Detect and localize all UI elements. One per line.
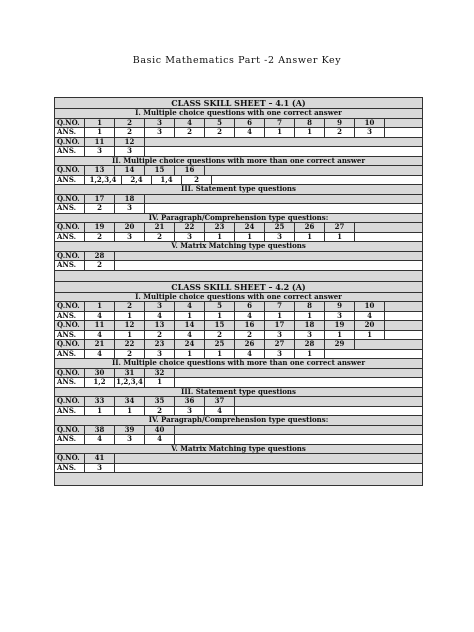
question-number: 16 [175,166,205,175]
row-filler [385,302,422,311]
table-row [55,252,422,262]
question-number: 22 [175,223,205,232]
question-number: 32 [145,369,175,378]
answer-value: 2,4 [122,176,152,185]
answer-value: 1 [145,378,175,387]
answer-value: 1 [295,312,325,321]
table-footer [55,473,422,485]
question-number: 38 [85,426,115,435]
answer-value: 3 [115,147,145,156]
answer-value: 3 [175,233,205,242]
question-number: 27 [265,340,295,349]
row-filler [115,464,422,473]
qno-label: Q.NO. [55,454,85,463]
question-number: 2 [115,119,145,128]
question-number: 20 [115,223,145,232]
table-row [55,138,422,148]
question-number: 13 [85,166,115,175]
answer-value: 4 [85,350,115,359]
answer-value: 4 [145,312,175,321]
question-number: 36 [175,397,205,406]
question-number: 15 [145,166,175,175]
qno-label: Q.NO. [55,426,85,435]
row-filler [145,204,422,213]
question-number: 12 [115,138,145,147]
sheet-title: CLASS SKILL SHEET – 4.1 (A) [55,98,422,109]
question-number: 29 [325,340,355,349]
row-filler [385,119,422,128]
question-number: 7 [265,119,295,128]
answer-value: 3 [145,350,175,359]
row-filler [175,435,422,444]
question-number: 4 [175,302,205,311]
question-number: 31 [115,369,145,378]
question-number: 39 [115,426,145,435]
answer-value: 1 [175,350,205,359]
answer-value: 4 [355,312,385,321]
answer-value: 2 [145,233,175,242]
document-title: Basic Mathematics Part -2 Answer Key [132,55,342,66]
question-number: 1 [85,119,115,128]
question-number: 21 [85,340,115,349]
answer-value: 3 [325,312,355,321]
question-number: 18 [115,195,145,204]
row-filler [235,407,422,416]
answer-value: 1 [175,312,205,321]
section-heading: I. Multiple choice questions with one correct answer [55,109,422,119]
table-row [55,407,422,417]
table-row [55,435,422,445]
question-number: 22 [115,340,145,349]
row-filler [355,233,422,242]
question-number: 11 [85,138,115,147]
answer-value: 1,2,3,4 [85,176,122,185]
answer-value: 3 [115,435,145,444]
answer-value: 2 [85,261,115,270]
question-number: 18 [295,321,325,330]
answer-value: 3 [265,233,295,242]
answer-value: 1 [295,233,325,242]
answer-value: 3 [85,464,115,473]
answer-value: 3 [145,128,175,137]
answer-value: 3 [115,233,145,242]
question-number: 20 [355,321,385,330]
answer-key-table [54,97,423,486]
answer-value: 1 [295,350,325,359]
ans-label: ANS. [55,204,85,213]
table-row [55,166,422,176]
table-row [55,233,422,243]
answer-value: 1 [205,312,235,321]
row-filler [145,138,422,147]
question-number: 17 [265,321,295,330]
question-number: 24 [175,340,205,349]
row-filler [115,261,422,270]
question-number: 41 [85,454,115,463]
answer-value: 1,4 [152,176,182,185]
table-row [55,312,422,322]
qno-label: Q.NO. [55,223,85,232]
table-row [55,369,422,379]
answer-value: 4 [85,331,115,340]
answer-value: 2 [85,233,115,242]
qno-label: Q.NO. [55,119,85,128]
question-number: 16 [235,321,265,330]
question-number: 13 [145,321,175,330]
answer-value: 1 [115,407,145,416]
answer-value: 2 [325,128,355,137]
qno-label: Q.NO. [55,321,85,330]
question-number: 28 [295,340,325,349]
question-number: 24 [235,223,265,232]
question-number: 8 [295,302,325,311]
answer-value: 2 [182,176,212,185]
ans-label: ANS. [55,331,85,340]
table-row [55,204,422,214]
row-filler [145,195,422,204]
question-number: 9 [325,119,355,128]
ans-label: ANS. [55,128,85,137]
ans-label: ANS. [55,176,85,185]
table-row [55,378,422,388]
question-number: 28 [85,252,115,261]
qno-label: Q.NO. [55,252,85,261]
answer-value: 1 [265,128,295,137]
question-number: 25 [205,340,235,349]
question-number: 5 [205,302,235,311]
answer-value: 4 [145,435,175,444]
answer-value: 4 [235,312,265,321]
question-number: 10 [355,119,385,128]
answer-value: 1 [115,331,145,340]
row-filler [115,252,422,261]
section-heading: I. Multiple choice questions with one correct answer [55,293,422,303]
question-number: 23 [145,340,175,349]
answer-value: 3 [115,204,145,213]
table-row [55,350,422,360]
row-filler [385,128,422,137]
question-number: 12 [115,321,145,330]
ans-label: ANS. [55,407,85,416]
answer-value: 4 [175,331,205,340]
ans-label: ANS. [55,147,85,156]
question-number: 34 [115,397,145,406]
answer-value: 2 [175,128,205,137]
section-heading: III. Statement type questions [55,185,422,195]
ans-label: ANS. [55,261,85,270]
table-row [55,128,422,138]
section-heading: IV. Paragraph/Comprehension type questions: [55,416,422,426]
answer-value: 3 [175,407,205,416]
row-filler [145,147,422,156]
question-number: 7 [265,302,295,311]
question-number: 19 [325,321,355,330]
ans-label: ANS. [55,233,85,242]
answer-value: 1 [205,350,235,359]
table-row [55,321,422,331]
table-row [55,340,422,350]
question-number: 19 [85,223,115,232]
row-filler [355,340,422,349]
question-number: 30 [85,369,115,378]
table-row [55,426,422,436]
section-heading: V. Matrix Matching type questions [55,242,422,252]
question-number: 11 [85,321,115,330]
answer-value: 1,2,3,4 [115,378,145,387]
question-number: 21 [145,223,175,232]
section-heading: II. Multiple choice questions with more than one correct answer [55,359,422,369]
question-number: 26 [235,340,265,349]
answer-value: 1 [85,407,115,416]
row-filler [385,312,422,321]
answer-value: 1 [295,128,325,137]
sheet-spacer [55,271,422,282]
table-row [55,223,422,233]
answer-value: 1 [325,233,355,242]
ans-label: ANS. [55,378,85,387]
question-number: 6 [235,302,265,311]
table-row [55,454,422,464]
qno-label: Q.NO. [55,195,85,204]
question-number: 40 [145,426,175,435]
ans-label: ANS. [55,464,85,473]
answer-value: 2 [115,350,145,359]
question-number: 33 [85,397,115,406]
question-number: 35 [145,397,175,406]
sheet-title: CLASS SKILL SHEET – 4.2 (A) [55,282,422,293]
question-number: 37 [205,397,235,406]
section-heading: IV. Paragraph/Comprehension type questions: [55,214,422,224]
answer-value: 2 [205,331,235,340]
question-number: 26 [295,223,325,232]
answer-value: 1 [235,233,265,242]
section-heading: III. Statement type questions [55,388,422,398]
question-number: 3 [145,302,175,311]
question-number: 8 [295,119,325,128]
answer-value: 3 [265,350,295,359]
question-number: 3 [145,119,175,128]
row-filler [175,426,422,435]
question-number: 1 [85,302,115,311]
qno-label: Q.NO. [55,369,85,378]
answer-value: 3 [85,147,115,156]
qno-label: Q.NO. [55,302,85,311]
qno-label: Q.NO. [55,166,85,175]
ans-label: ANS. [55,350,85,359]
answer-value: 1 [85,128,115,137]
table-row [55,397,422,407]
qno-label: Q.NO. [55,397,85,406]
question-number: 25 [265,223,295,232]
row-filler [235,397,422,406]
answer-value: 1 [115,312,145,321]
question-number: 10 [355,302,385,311]
question-number: 6 [235,119,265,128]
row-filler [205,166,422,175]
answer-value: 3 [265,331,295,340]
table-row [55,464,422,474]
answer-value: 4 [85,435,115,444]
qno-label: Q.NO. [55,340,85,349]
question-number: 2 [115,302,145,311]
answer-value: 1 [205,233,235,242]
answer-value: 3 [295,331,325,340]
table-row [55,331,422,341]
question-number: 27 [325,223,355,232]
row-filler [385,321,422,330]
answer-value: 4 [205,407,235,416]
table-row [55,176,422,186]
answer-value: 2 [205,128,235,137]
row-filler [355,223,422,232]
answer-value: 4 [235,128,265,137]
table-row [55,119,422,129]
answer-value: 2 [85,204,115,213]
question-number: 15 [205,321,235,330]
table-row [55,261,422,271]
row-filler [325,350,422,359]
table-row [55,195,422,205]
table-row [55,147,422,157]
answer-value: 4 [235,350,265,359]
question-number: 5 [205,119,235,128]
row-filler [175,378,422,387]
answer-value: 2 [145,331,175,340]
question-number: 23 [205,223,235,232]
question-number: 17 [85,195,115,204]
row-filler [175,369,422,378]
answer-value: 3 [355,128,385,137]
question-number: 9 [325,302,355,311]
ans-label: ANS. [55,435,85,444]
row-filler [385,331,422,340]
answer-value: 2 [145,407,175,416]
answer-value: 2 [235,331,265,340]
section-heading: II. Multiple choice questions with more than one correct answer [55,157,422,167]
answer-value: 1,2 [85,378,115,387]
answer-value: 1 [355,331,385,340]
row-filler [212,176,422,185]
question-number: 14 [175,321,205,330]
ans-label: ANS. [55,312,85,321]
answer-value: 4 [85,312,115,321]
qno-label: Q.NO. [55,138,85,147]
answer-value: 2 [115,128,145,137]
question-number: 4 [175,119,205,128]
answer-value: 1 [265,312,295,321]
question-number: 14 [115,166,145,175]
table-row [55,302,422,312]
answer-value: 1 [325,331,355,340]
row-filler [115,454,422,463]
section-heading: V. Matrix Matching type questions [55,445,422,455]
